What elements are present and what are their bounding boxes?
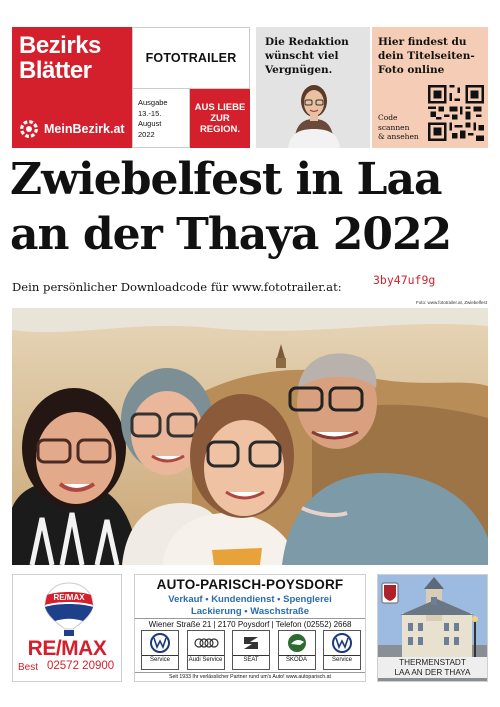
editorial-box [256,27,370,148]
issue-info [132,89,190,148]
headline [10,152,490,262]
brand-label: ŠKODA [279,655,315,664]
audi-service-badge [187,630,225,670]
audi-rings-icon [191,633,221,653]
parisch-footer: Seit 1933 Ihr verlässlicher Partner rund um's Auto! www.autoparisch.at [135,672,365,680]
brand-label: Service [324,655,360,664]
slogan-box [190,89,250,148]
remax-ad[interactable] [12,574,122,682]
family-photo-illustration [12,308,488,565]
slogan-line-2: ZUR [210,113,230,124]
vw-commercial-logo-icon [327,633,357,653]
brand-label: Audi Service [188,657,223,663]
qr-hint-line-3: & ansehen [378,132,419,141]
section-label: FOTOTRAILER [132,27,250,89]
brand-wordmark [19,33,101,83]
cover-line-3: Foto online [378,64,445,76]
cover-text [378,35,475,77]
slogan-line-3: REGION. [199,124,241,135]
brand-label: SEAT [233,655,269,664]
seat-logo-icon [236,633,266,653]
parisch-services-1: Verkauf • Kundendienst • Spenglerei [168,594,332,605]
issue-label: Ausgabe [138,98,168,107]
editorial-text [265,35,349,77]
svg-text:RE/MAX: RE/MAX [53,593,85,602]
headline-line-1: Zwiebelfest in Laa [10,154,442,205]
cover-photo [12,308,488,565]
slogan-line-1: AUS LIEBE [194,102,246,113]
remax-phone[interactable]: 02572 20900 [47,660,115,672]
parisch-services-2: Lackierung • Waschstraße [190,606,310,617]
vw-nutzfahrzeuge-badge [323,630,361,670]
editorial-line-1: Die Redaktion [265,36,349,48]
thermen-line-1: THERMENSTADT [399,658,466,667]
skoda-badge [278,630,316,670]
remax-balloon-icon [43,581,95,637]
parisch-address: Wiener Straße 21 | 2170 Poysdorf | Telefon (02552) 2668 [135,618,365,629]
thermenstadt-caption [378,657,487,678]
site-label: MeinBezirk.at [44,122,125,136]
thermenstadt-ad[interactable] [377,574,488,682]
masthead [12,27,488,148]
meinbezirk-gear-icon [18,118,40,140]
brand-line-1: Bezirks [19,32,101,59]
brand-line-2: Blätter [19,57,92,84]
skoda-logo-icon [282,633,312,653]
seat-badge [232,630,270,670]
brand-label: Service [142,655,178,664]
download-code-label: Dein persönlicher Downloadcode für www.fototrailer.at: [12,280,342,294]
meinbezirk-link[interactable] [18,118,125,140]
download-code[interactable]: 3by47uf9g [373,273,436,287]
editorial-line-3: Vergnügen. [265,64,333,76]
bezirksblaetter-logo[interactable] [12,27,132,148]
qr-hint-line-1: Code [378,113,398,122]
vw-logo-icon [145,633,175,653]
vw-service-badge [141,630,179,670]
photo-credit: Foto: www.fototrailer.at, Zwiebelfest [415,300,487,305]
auto-parisch-ad[interactable] [134,574,366,682]
parisch-title: AUTO-PARISCH-POYSDORF [156,577,344,592]
editorial-line-2: wünscht viel [265,50,339,62]
remax-best: Best [18,662,39,673]
thermen-line-2: LAA AN DER THAYA [394,667,471,677]
headline-line-2: an der Thaya 2022 [10,209,452,260]
issue-dates: 13.-15. August [138,108,162,128]
issue-year: 2022 [138,129,155,139]
brand-logos [141,630,361,670]
cover-line-1: Hier findest du [378,36,467,48]
qr-code-icon[interactable] [428,85,484,141]
cover-line-2: dein Titelseiten- [378,50,475,62]
qr-hint [378,113,419,142]
editor-portrait [274,75,354,148]
qr-hint-line-2: scannen [378,122,410,132]
cover-photo-online-box [372,27,488,148]
remax-name: RE/MAX [27,637,107,660]
